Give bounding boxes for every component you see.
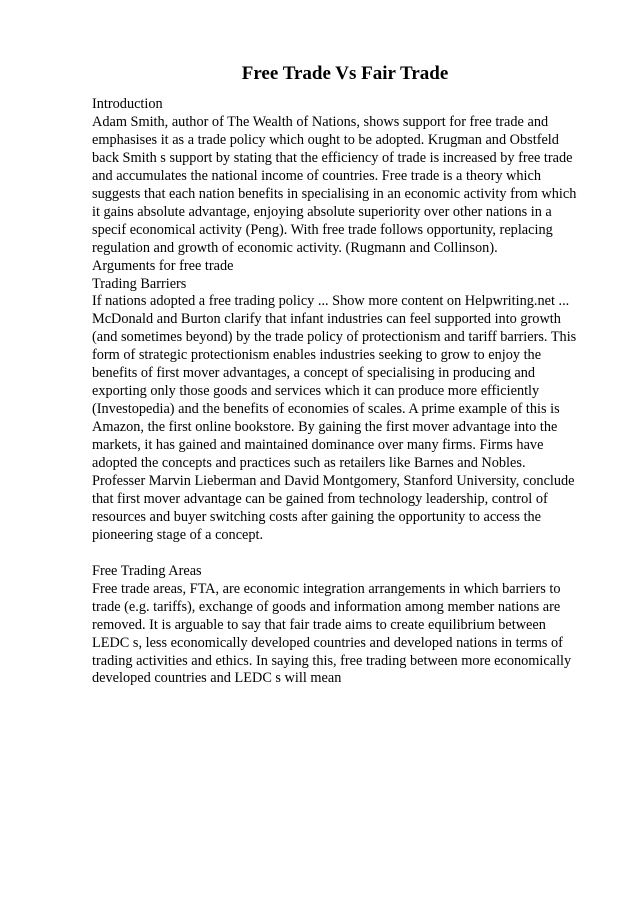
text-line: McDonald and Burton clarify that infant industries can feel supported into growth: [92, 311, 561, 328]
paragraph-spacer: [92, 545, 592, 563]
text-line: trade (e.g. tariffs), exchange of goods and information among member nations are: [92, 598, 561, 615]
text-line: benefits of first mover advantages, a concept of specialising in producing and: [92, 365, 536, 382]
text-line: suggests that each nation benefits in specialising in an economic activity from which: [92, 185, 577, 202]
text-line: Adam Smith, author of The Wealth of Nations, shows support for free trade and: [92, 113, 549, 130]
text-line: Trading Barriers: [92, 275, 187, 292]
text-line: pioneering stage of a concept.: [92, 526, 264, 543]
text-line: Professer Marvin Lieberman and David Montgomery, Stanford University, conclude: [92, 473, 575, 490]
text-line: removed. It is arguable to say that fair trade aims to create equilibrium between: [92, 616, 546, 633]
text-line: markets, it has gained and maintained dominance over many firms. Firms have: [92, 437, 544, 454]
text-line: Amazon, the first online bookstore. By gaining the first mover advantage into the: [92, 419, 558, 436]
text-line: Free Trading Areas: [92, 562, 202, 579]
document-body: [92, 96, 592, 688]
text-line: that first mover advantage can be gained from technology leadership, control of: [92, 490, 548, 507]
text-line: resources and buyer switching costs after gaining the opportunity to access the: [92, 508, 542, 525]
text-line: trading activities and ethics. In saying this, free trading between more economically: [92, 652, 572, 669]
text-line: exporting only those goods and services which it can produce more efficiently: [92, 383, 540, 400]
text-line: back Smith s support by stating that the efficiency of trade is increased by free trade: [92, 149, 573, 166]
text-line: specif economical activity (Peng). With free trade follows opportunity, replacing: [92, 221, 553, 238]
text-line: Introduction: [92, 96, 163, 112]
text-line: adopted the concepts and practices such as retailers like Barnes and Nobles.: [92, 455, 526, 472]
text-line: emphasises it as a trade policy which ought to be adopted. Krugman and Obstfeld: [92, 131, 559, 148]
text-line: Arguments for free trade: [92, 257, 234, 274]
text-line: developed countries and LEDC s will mean: [92, 670, 342, 687]
text-line: Free trade areas, FTA, are economic integration arrangements in which barriers to: [92, 580, 561, 597]
text-line: (Investopedia) and the benefits of economies of scales. A prime example of this is: [92, 401, 560, 418]
document-title: Free Trade Vs Fair Trade: [241, 63, 449, 84]
text-line: regulation and growth of economic activity. (Rugmann and Collinson).: [92, 239, 498, 256]
text-line: LEDC s, less economically developed countries and developed nations in terms of: [92, 634, 563, 651]
text-line: If nations adopted a free trading policy ... Show more content on Helpwriting.net ...: [92, 293, 570, 310]
text-line: (and sometimes beyond) by the trade policy of protectionism and tariff barriers. This: [92, 329, 577, 346]
text-line: and accumulates the national income of countries. Free trade is a theory which: [92, 167, 541, 184]
text-line: form of strategic protectionism enables industries seeking to grow to enjoy the: [92, 347, 542, 364]
text-line: it gains absolute advantage, enjoying absolute superiority over other nations in a: [92, 203, 552, 220]
